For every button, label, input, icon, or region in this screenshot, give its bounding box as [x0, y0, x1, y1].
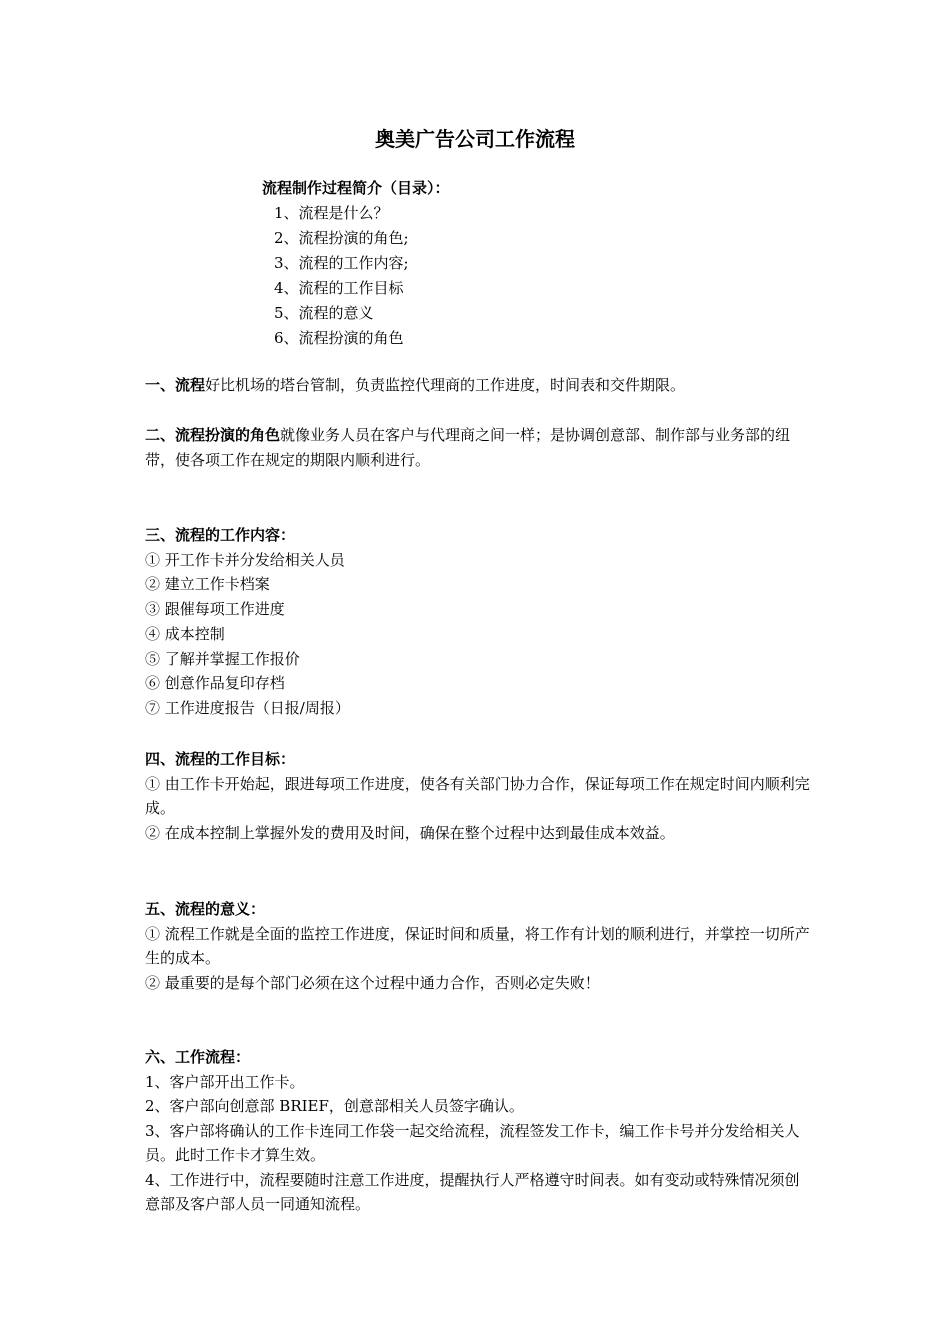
toc-list — [274, 201, 409, 351]
section-3-item: ① 开工作卡并分发给相关人员 — [145, 550, 345, 569]
section-6 — [145, 1045, 810, 1217]
section-3-item: ③ 跟催每项工作进度 — [145, 600, 285, 619]
section-4-item: ② 在成本控制上掌握外发的费用及时间，确保在整个过程中达到最佳成本效益。 — [145, 823, 675, 842]
section-1-text: 好比机场的塔台管制，负责监控代理商的工作进度，时间表和交件期限。 — [205, 376, 686, 394]
section-3-heading: 三、流程的工作内容： — [145, 526, 296, 544]
section-4 — [145, 747, 810, 845]
section-2 — [145, 423, 810, 472]
section-3-item: ⑦ 工作进度报告（日报/周报） — [145, 699, 350, 718]
section-4-heading: 四、流程的工作目标： — [145, 750, 296, 768]
section-5-item: ② 最重要的是每个部门必须在这个过程中通力合作，否则必定失败！ — [145, 973, 600, 992]
section-3-item: ② 建立工作卡档案 — [145, 575, 270, 594]
section-6-item: 2、客户部向创意部 BRIEF，创意部相关人员签字确认。 — [145, 1097, 524, 1115]
document-title: 奥美广告公司工作流程 — [375, 127, 575, 151]
toc-item: 4、流程的工作目标 — [274, 279, 404, 297]
section-3-item: ⑤ 了解并掌握工作报价 — [145, 649, 300, 668]
section-2-heading: 二、流程扮演的角色 — [145, 426, 281, 444]
toc-item: 5、流程的意义 — [274, 304, 374, 322]
toc-item: 3、流程的工作内容; — [274, 254, 409, 272]
section-3-item: ④ 成本控制 — [145, 624, 225, 643]
section-5-item: ① 流程工作就是全面的监控工作进度，保证时间和质量，将工作有计划的顺利进行，并掌控一切所产生的成本。 — [145, 924, 810, 967]
section-1-heading: 一、流程 — [145, 376, 206, 394]
section-6-heading: 六、工作流程： — [145, 1048, 251, 1066]
toc-heading: 流程制作过程简介（目录）： — [262, 179, 450, 197]
section-1 — [145, 373, 810, 398]
section-4-item: ① 由工作卡开始起，跟进每项工作进度，使各有关部门协力合作，保证每项工作在规定时间内顺利完成。 — [145, 774, 810, 817]
section-5 — [145, 897, 810, 995]
toc-item: 2、流程扮演的角色; — [274, 229, 409, 247]
section-6-item: 4、工作进行中，流程要随时注意工作进度，提醒执行人严格遵守时间表。如有变动或特殊情况须创意部及客户部人员一同通知流程。 — [145, 1170, 800, 1213]
section-3-item: ⑥ 创意作品复印存档 — [145, 674, 285, 693]
toc-item: 6、流程扮演的角色 — [274, 329, 404, 347]
section-6-item: 1、客户部开出工作卡。 — [145, 1072, 305, 1091]
section-5-heading: 五、流程的意义： — [145, 900, 266, 918]
section-3 — [145, 523, 810, 721]
toc-item: 1、流程是什么？ — [274, 204, 389, 222]
section-6-item: 3、客户部将确认的工作卡连同工作袋一起交给流程，流程签发工作卡，编工作卡号并分发给相关人员。此时工作卡才算生效。 — [145, 1121, 800, 1164]
section-2-text: 就像业务人员在客户与代理商之间一样；是协调创意部、制作部与业务部的纽带，使各项工作在规定的期限内顺利进行。 — [145, 426, 791, 469]
